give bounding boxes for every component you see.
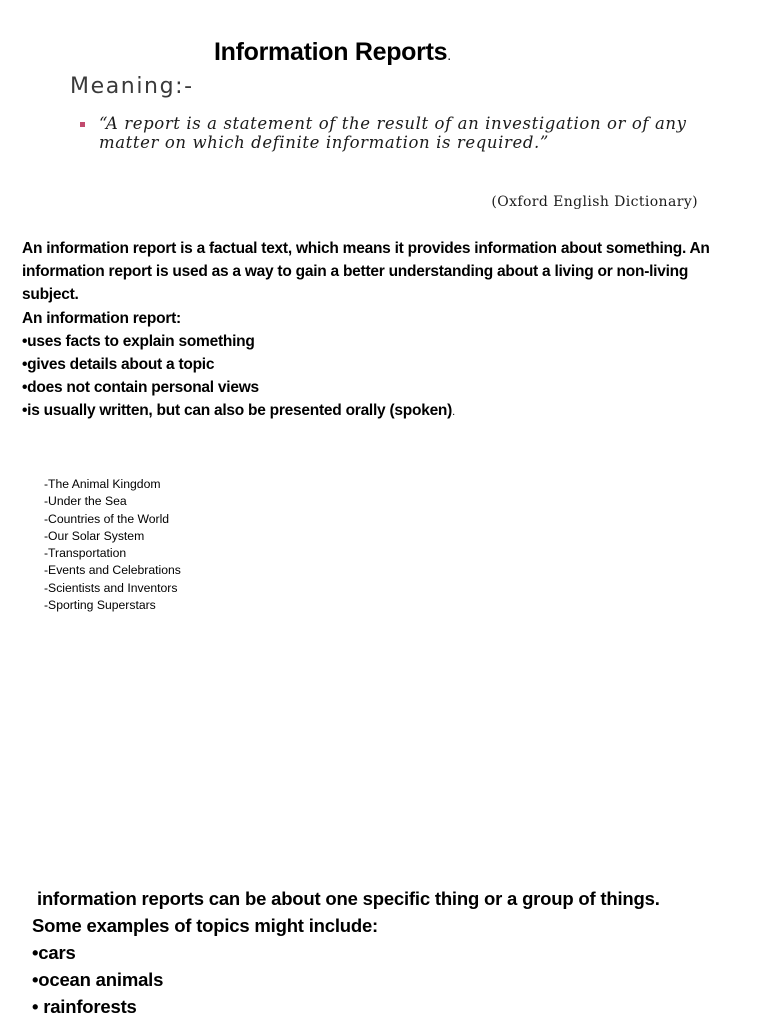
page-title xyxy=(214,38,451,67)
examples-heading: Some examples of topics might include: xyxy=(32,914,379,936)
topic-item: -Transportation xyxy=(44,546,127,561)
topic-list xyxy=(44,476,181,614)
intro-bullet-item: •uses facts to explain something xyxy=(22,332,255,350)
example-item: •ocean animals xyxy=(32,968,164,990)
page-title-text: Information Reports xyxy=(214,38,448,66)
topic-item: -Our Solar System xyxy=(44,528,145,543)
intro-bullet-tail: . xyxy=(452,406,455,419)
example-item: •cars xyxy=(32,941,76,963)
intro-bullet-text: •is usually written, but can also be presented orally (spoken) xyxy=(22,402,453,420)
intro-bullet-list xyxy=(22,330,722,425)
definition-image xyxy=(62,72,712,222)
topic-item: -Events and Celebrations xyxy=(44,563,181,578)
topic-item: -Scientists and Inventors xyxy=(44,580,178,595)
topic-item: -Under the Sea xyxy=(44,494,127,509)
intro-section xyxy=(22,237,722,425)
intro-bullet-item: •gives details about a topic xyxy=(22,356,215,374)
page-title-trailing-mark: . xyxy=(447,47,451,63)
intro-bullet-item: •does not contain personal views xyxy=(22,379,259,397)
topic-item: -Countries of the World xyxy=(44,511,170,526)
examples-section xyxy=(32,886,752,1021)
topic-item: -Sporting Superstars xyxy=(44,598,156,613)
definition-heading: Meaning:- xyxy=(70,74,194,99)
example-item: • rainforests xyxy=(32,995,137,1017)
intro-list-heading: An information report: xyxy=(22,309,181,327)
intro-bullet-item-last xyxy=(22,399,722,424)
intro-paragraph: An information report is a factual text, which means it provides information about something. An information report is used as a way to gain a better understanding about a living or non-living subject. xyxy=(22,240,710,304)
examples-intro-line: information reports can be about one specific thing or a group of things. xyxy=(37,888,660,909)
topic-item: -The Animal Kingdom xyxy=(44,477,161,491)
definition-quote: “A report is a statement of the result of an investigation or of any matter on which definite information is required.” xyxy=(99,114,687,152)
quote-bullet-icon xyxy=(80,122,85,127)
definition-source: (Oxford English Dictionary) xyxy=(491,194,698,210)
examples-list xyxy=(32,940,752,1021)
